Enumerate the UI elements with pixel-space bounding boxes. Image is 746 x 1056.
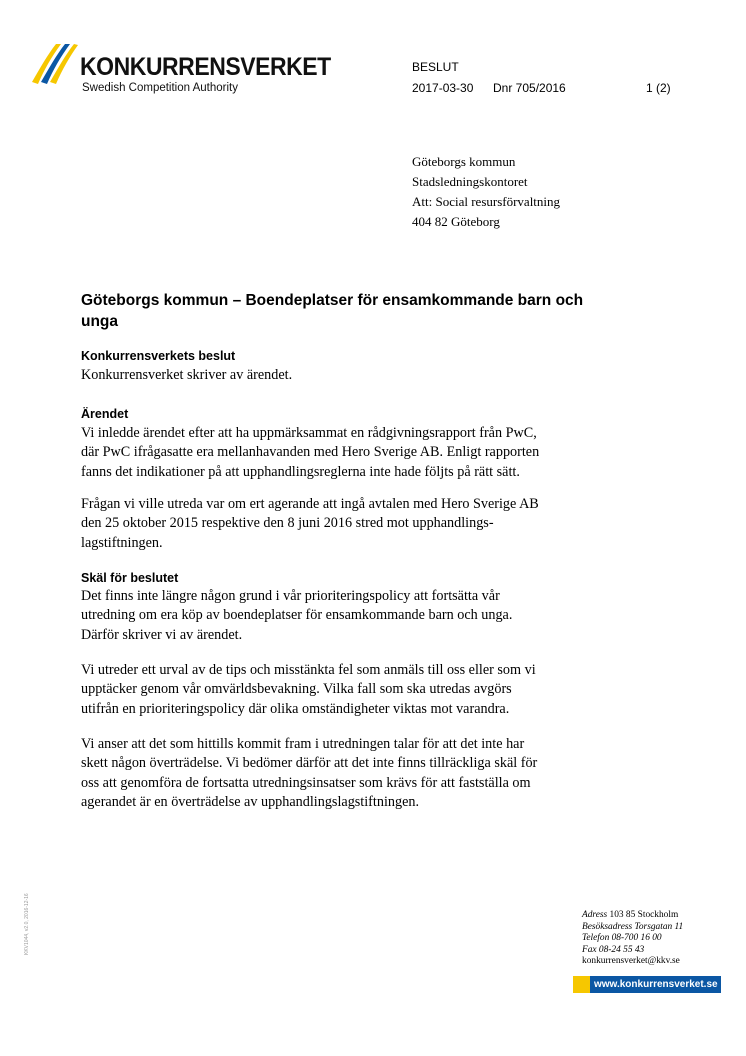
footer-contact (582, 910, 683, 968)
paragraph-line: Konkurrensverket skriver av ärendet. (81, 367, 293, 383)
paragraph (81, 495, 539, 553)
section-heading-skal: Skäl för beslutet (81, 571, 179, 585)
recipient-address (412, 152, 560, 232)
logo-name: KONKURRENSVERKET (80, 53, 331, 81)
doc-type: BESLUT (412, 60, 459, 74)
doc-date: 2017-03-30 (412, 81, 474, 95)
paragraph-line: Det finns inte längre någon grund i vår prioriteringspolicy att fortsätta vår (81, 588, 500, 604)
logo-subtitle: Swedish Competition Authority (82, 82, 238, 94)
paragraph-line: Vi anser att det som hittills kommit fram i utredningen talar för att det inte har (81, 736, 525, 752)
paragraph-line: Vi utreder ett urval av de tips och misstänkta fel som anmäls till oss eller som vi (81, 662, 536, 678)
footer-adress-label: Adress (582, 910, 608, 920)
paragraph-line: oss att genomföra de fortsatta utredningsinsatser som krävs för att fastställa om (81, 774, 531, 791)
footer-email[interactable]: konkurrensverket@kkv.se (582, 956, 680, 966)
form-code: KKV1044, v2.0, 2016-12-16 (24, 893, 30, 955)
paragraph (81, 587, 512, 645)
paragraph-line: upptäcker genom vår omvärldsbevakning. Vilka fall som ska utredas avgörs (81, 681, 512, 698)
footer-telefon: Telefon 08-700 16 00 (582, 933, 662, 943)
paragraph-line: Frågan vi ville utreda var om ert agerande att ingå avtalen med Hero Sverige AB (81, 496, 539, 512)
logo-stripes-icon (30, 40, 78, 88)
paragraph (81, 366, 292, 385)
recipient-line: Att: Social resursförvaltning (412, 194, 561, 209)
paragraph-line: utredning om era köp av boendeplatser för ensamkommande barn och unga. (81, 607, 513, 624)
paragraph-line: Vi inledde ärendet efter att ha uppmärksammat en rådgivningsrapport från PwC, (81, 425, 537, 441)
section-heading-beslut: Konkurrensverkets beslut (81, 349, 236, 363)
page-number: 1 (2) (646, 81, 671, 95)
website-banner[interactable] (573, 976, 721, 993)
recipient-line: Göteborgs kommun (412, 154, 516, 169)
document-title: Göteborgs kommun – Boendeplatser för ensamkommande barn och unga (81, 292, 584, 330)
logo (30, 40, 330, 100)
section-heading-arendet: Ärendet (81, 407, 129, 421)
recipient-line: Stadsledningskontoret (412, 174, 528, 189)
recipient-line: 404 82 Göteborg (412, 214, 500, 229)
paragraph-line: skett någon överträdelse. Vi bedömer därför att det inte finns tillräckliga skäl för (81, 755, 538, 772)
paragraph (81, 424, 539, 482)
doc-dnr: Dnr 705/2016 (493, 81, 566, 95)
paragraph-line: den 25 oktober 2015 respektive den 8 juni 2016 stred mot upphandlings- (81, 515, 494, 532)
footer-fax: Fax 08-24 55 43 (582, 944, 645, 955)
paragraph-line: lagstiftningen. (81, 534, 163, 551)
paragraph-line: agerandet är en överträdelse av upphandlingslagstiftningen. (81, 793, 420, 810)
paragraph (81, 735, 537, 812)
footer-besoksadress: Besöksadress Torsgatan 11 (582, 921, 684, 932)
paragraph-line: fanns det indikationer på att upphandlingsreglerna inte hade följts på rätt sätt. (81, 463, 520, 480)
paragraph-line: där PwC ifrågasatte era mellanhavanden med Hero Sverige AB. Enligt rapporten (81, 444, 540, 461)
footer-adress-value: 103 85 Stockholm (609, 910, 679, 920)
website-banner-accent (573, 976, 590, 993)
website-link[interactable]: www.konkurrensverket.se (590, 976, 721, 993)
paragraph-line: utifrån en prioriteringspolicy där olika omständigheter viktas mot varandra. (81, 700, 510, 717)
paragraph-line: Därför skriver vi av ärendet. (81, 626, 243, 643)
paragraph (81, 661, 536, 719)
